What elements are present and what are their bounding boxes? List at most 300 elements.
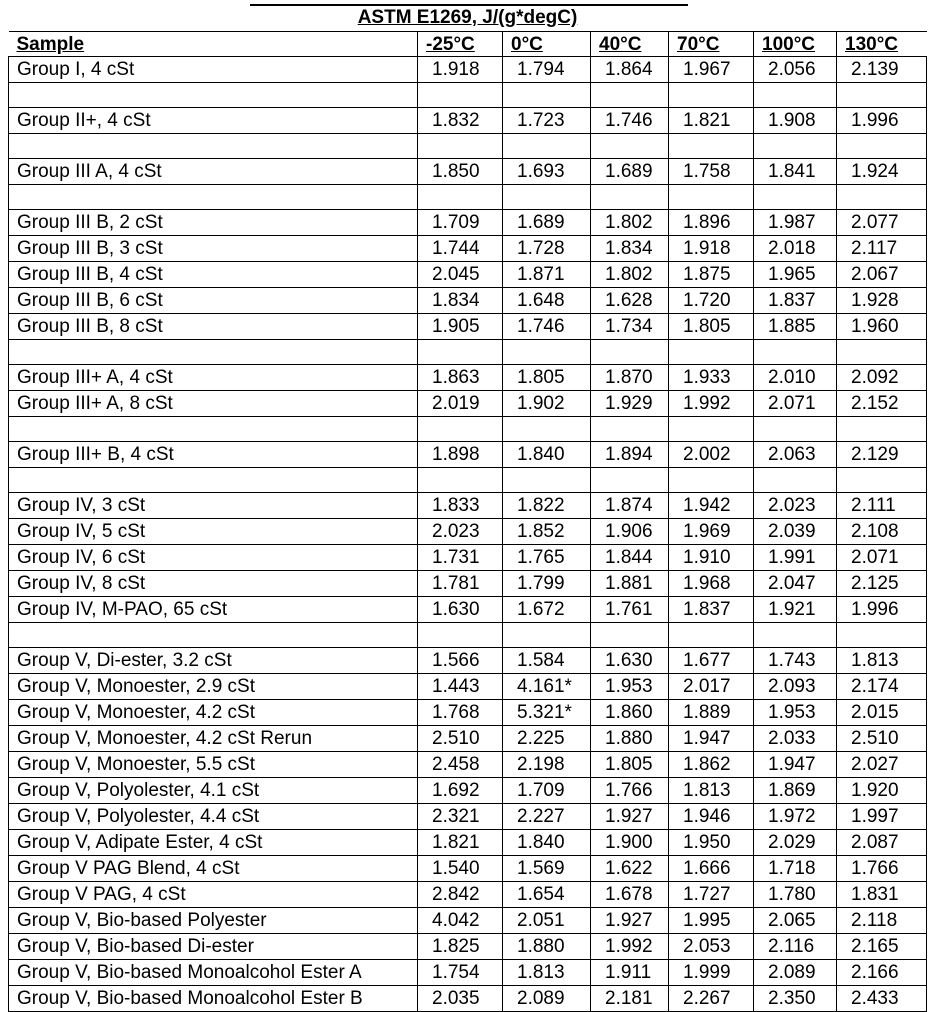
value-cell: 1.921 bbox=[754, 597, 837, 623]
value-cell: 2.077 bbox=[837, 210, 927, 236]
empty-cell bbox=[591, 83, 669, 108]
empty-cell bbox=[591, 185, 669, 210]
value-cell: 2.027 bbox=[837, 752, 927, 778]
value-cell: 1.718 bbox=[754, 856, 837, 882]
value-cell: 1.569 bbox=[503, 856, 591, 882]
empty-cell bbox=[591, 623, 669, 648]
value-cell: 2.023 bbox=[754, 493, 837, 519]
value-cell: 1.821 bbox=[669, 108, 754, 134]
value-cell: 1.723 bbox=[503, 108, 591, 134]
value-cell: 2.089 bbox=[503, 986, 591, 1012]
table-row bbox=[9, 856, 927, 882]
value-cell: 2.047 bbox=[754, 571, 837, 597]
spacer-row bbox=[9, 340, 927, 365]
value-cell: 2.065 bbox=[754, 908, 837, 934]
empty-cell bbox=[669, 340, 754, 365]
table-row bbox=[9, 108, 927, 134]
value-cell: 1.761 bbox=[591, 597, 669, 623]
value-cell: 1.802 bbox=[591, 262, 669, 288]
sample-cell: Group III A, 4 cSt bbox=[9, 159, 418, 185]
empty-cell bbox=[669, 417, 754, 442]
empty-cell bbox=[591, 468, 669, 493]
value-cell: 2.510 bbox=[418, 726, 503, 752]
empty-cell bbox=[503, 468, 591, 493]
sample-cell: Group V, Monoester, 4.2 cSt bbox=[9, 700, 418, 726]
value-cell: 1.805 bbox=[503, 365, 591, 391]
value-cell: 1.728 bbox=[503, 236, 591, 262]
specific-heat-table bbox=[8, 4, 927, 1012]
empty-cell bbox=[837, 417, 927, 442]
table-row bbox=[9, 442, 927, 468]
value-cell: 2.039 bbox=[754, 519, 837, 545]
value-cell: 1.929 bbox=[591, 391, 669, 417]
value-cell: 1.860 bbox=[591, 700, 669, 726]
value-cell: 5.321* bbox=[503, 700, 591, 726]
value-cell: 1.991 bbox=[754, 545, 837, 571]
value-cell: 2.433 bbox=[837, 986, 927, 1012]
value-cell: 2.116 bbox=[754, 934, 837, 960]
value-cell: 1.947 bbox=[669, 726, 754, 752]
value-cell: 2.181 bbox=[591, 986, 669, 1012]
value-cell: 2.267 bbox=[669, 986, 754, 1012]
table-row bbox=[9, 262, 927, 288]
value-cell: 1.965 bbox=[754, 262, 837, 288]
value-cell: 1.987 bbox=[754, 210, 837, 236]
value-cell: 1.969 bbox=[669, 519, 754, 545]
column-header-40c: 40°C bbox=[591, 32, 669, 57]
value-cell: 1.918 bbox=[669, 236, 754, 262]
value-cell: 1.781 bbox=[418, 571, 503, 597]
value-cell: 1.654 bbox=[503, 882, 591, 908]
value-cell: 1.920 bbox=[837, 778, 927, 804]
value-cell: 1.885 bbox=[754, 314, 837, 340]
value-cell: 2.063 bbox=[754, 442, 837, 468]
empty-cell bbox=[837, 623, 927, 648]
value-cell: 1.832 bbox=[418, 108, 503, 134]
empty-cell bbox=[669, 623, 754, 648]
value-cell: 2.139 bbox=[837, 57, 927, 83]
empty-cell bbox=[418, 417, 503, 442]
value-cell: 2.225 bbox=[503, 726, 591, 752]
value-cell: 4.161* bbox=[503, 674, 591, 700]
value-cell: 1.821 bbox=[418, 830, 503, 856]
spacer-row bbox=[9, 623, 927, 648]
value-cell: 1.840 bbox=[503, 830, 591, 856]
empty-cell bbox=[418, 83, 503, 108]
sample-cell: Group IV, 6 cSt bbox=[9, 545, 418, 571]
sample-cell: Group III B, 8 cSt bbox=[9, 314, 418, 340]
value-cell: 1.831 bbox=[837, 882, 927, 908]
value-cell: 1.996 bbox=[837, 597, 927, 623]
value-cell: 2.152 bbox=[837, 391, 927, 417]
empty-cell bbox=[418, 340, 503, 365]
value-cell: 2.035 bbox=[418, 986, 503, 1012]
value-cell: 1.834 bbox=[591, 236, 669, 262]
value-cell: 1.953 bbox=[591, 674, 669, 700]
header-row bbox=[9, 32, 927, 57]
value-cell: 1.744 bbox=[418, 236, 503, 262]
value-cell: 1.863 bbox=[418, 365, 503, 391]
value-cell: 1.666 bbox=[669, 856, 754, 882]
value-cell: 1.992 bbox=[669, 391, 754, 417]
empty-cell bbox=[503, 340, 591, 365]
empty-cell bbox=[754, 185, 837, 210]
value-cell: 2.321 bbox=[418, 804, 503, 830]
value-cell: 1.837 bbox=[669, 597, 754, 623]
table-row bbox=[9, 365, 927, 391]
value-cell: 1.678 bbox=[591, 882, 669, 908]
value-cell: 1.689 bbox=[591, 159, 669, 185]
value-cell: 1.946 bbox=[669, 804, 754, 830]
empty-cell bbox=[9, 185, 418, 210]
empty-cell bbox=[503, 83, 591, 108]
empty-cell bbox=[591, 340, 669, 365]
table-row bbox=[9, 545, 927, 571]
table-row bbox=[9, 674, 927, 700]
table-row bbox=[9, 752, 927, 778]
sample-cell: Group V, Monoester, 2.9 cSt bbox=[9, 674, 418, 700]
table-row bbox=[9, 210, 927, 236]
empty-cell bbox=[754, 134, 837, 159]
empty-cell bbox=[9, 83, 418, 108]
empty-cell bbox=[754, 83, 837, 108]
table-row bbox=[9, 882, 927, 908]
empty-cell bbox=[9, 340, 418, 365]
value-cell: 1.880 bbox=[591, 726, 669, 752]
value-cell: 2.842 bbox=[418, 882, 503, 908]
value-cell: 1.768 bbox=[418, 700, 503, 726]
sample-cell: Group V, Bio-based Monoalcohol Ester A bbox=[9, 960, 418, 986]
value-cell: 1.766 bbox=[837, 856, 927, 882]
empty-cell bbox=[9, 468, 418, 493]
value-cell: 1.734 bbox=[591, 314, 669, 340]
value-cell: 1.910 bbox=[669, 545, 754, 571]
table-row bbox=[9, 236, 927, 262]
value-cell: 1.953 bbox=[754, 700, 837, 726]
value-cell: 1.540 bbox=[418, 856, 503, 882]
value-cell: 1.881 bbox=[591, 571, 669, 597]
table-row bbox=[9, 288, 927, 314]
empty-cell bbox=[503, 185, 591, 210]
value-cell: 1.780 bbox=[754, 882, 837, 908]
value-cell: 2.033 bbox=[754, 726, 837, 752]
value-cell: 1.648 bbox=[503, 288, 591, 314]
empty-cell bbox=[9, 417, 418, 442]
empty-cell bbox=[418, 134, 503, 159]
value-cell: 1.997 bbox=[837, 804, 927, 830]
empty-cell bbox=[837, 134, 927, 159]
value-cell: 1.900 bbox=[591, 830, 669, 856]
value-cell: 2.092 bbox=[837, 365, 927, 391]
value-cell: 2.056 bbox=[754, 57, 837, 83]
empty-cell bbox=[503, 623, 591, 648]
value-cell: 1.672 bbox=[503, 597, 591, 623]
value-cell: 1.927 bbox=[591, 804, 669, 830]
sample-cell: Group V, Polyolester, 4.4 cSt bbox=[9, 804, 418, 830]
value-cell: 2.002 bbox=[669, 442, 754, 468]
sample-cell: Group III B, 6 cSt bbox=[9, 288, 418, 314]
sample-cell: Group III B, 3 cSt bbox=[9, 236, 418, 262]
value-cell: 1.960 bbox=[837, 314, 927, 340]
value-cell: 1.802 bbox=[591, 210, 669, 236]
sample-cell: Group II+, 4 cSt bbox=[9, 108, 418, 134]
value-cell: 1.630 bbox=[591, 648, 669, 674]
sample-cell: Group V, Bio-based Di-ester bbox=[9, 934, 418, 960]
empty-cell bbox=[9, 134, 418, 159]
empty-cell bbox=[754, 340, 837, 365]
value-cell: 1.869 bbox=[754, 778, 837, 804]
value-cell: 1.834 bbox=[418, 288, 503, 314]
value-cell: 1.875 bbox=[669, 262, 754, 288]
value-cell: 1.794 bbox=[503, 57, 591, 83]
table-row bbox=[9, 960, 927, 986]
value-cell: 1.992 bbox=[591, 934, 669, 960]
column-header-sample: Sample bbox=[9, 32, 418, 57]
value-cell: 1.889 bbox=[669, 700, 754, 726]
table-row bbox=[9, 700, 927, 726]
value-cell: 1.844 bbox=[591, 545, 669, 571]
value-cell: 2.510 bbox=[837, 726, 927, 752]
value-cell: 4.042 bbox=[418, 908, 503, 934]
value-cell: 1.924 bbox=[837, 159, 927, 185]
value-cell: 1.947 bbox=[754, 752, 837, 778]
table-row bbox=[9, 778, 927, 804]
value-cell: 1.862 bbox=[669, 752, 754, 778]
sample-cell: Group V PAG, 4 cSt bbox=[9, 882, 418, 908]
empty-cell bbox=[669, 83, 754, 108]
value-cell: 1.850 bbox=[418, 159, 503, 185]
value-cell: 1.906 bbox=[591, 519, 669, 545]
table-row bbox=[9, 391, 927, 417]
sample-cell: Group IV, 5 cSt bbox=[9, 519, 418, 545]
value-cell: 2.067 bbox=[837, 262, 927, 288]
table-row bbox=[9, 908, 927, 934]
column-header-130c: 130°C bbox=[837, 32, 927, 57]
value-cell: 1.709 bbox=[418, 210, 503, 236]
value-cell: 1.918 bbox=[418, 57, 503, 83]
value-cell: 1.942 bbox=[669, 493, 754, 519]
value-cell: 1.727 bbox=[669, 882, 754, 908]
sample-cell: Group V, Monoester, 5.5 cSt bbox=[9, 752, 418, 778]
value-cell: 1.720 bbox=[669, 288, 754, 314]
value-cell: 1.825 bbox=[418, 934, 503, 960]
value-cell: 1.709 bbox=[503, 778, 591, 804]
empty-cell bbox=[503, 417, 591, 442]
sample-cell: Group IV, 8 cSt bbox=[9, 571, 418, 597]
value-cell: 2.045 bbox=[418, 262, 503, 288]
sample-cell: Group V, Monoester, 4.2 cSt Rerun bbox=[9, 726, 418, 752]
sample-cell: Group IV, 3 cSt bbox=[9, 493, 418, 519]
table-row bbox=[9, 804, 927, 830]
empty-cell bbox=[591, 417, 669, 442]
value-cell: 2.166 bbox=[837, 960, 927, 986]
table-row bbox=[9, 597, 927, 623]
value-cell: 1.911 bbox=[591, 960, 669, 986]
value-cell: 1.805 bbox=[591, 752, 669, 778]
value-cell: 2.174 bbox=[837, 674, 927, 700]
value-cell: 1.805 bbox=[669, 314, 754, 340]
value-cell: 1.840 bbox=[503, 442, 591, 468]
spacer-row bbox=[9, 83, 927, 108]
table-row bbox=[9, 571, 927, 597]
value-cell: 2.010 bbox=[754, 365, 837, 391]
value-cell: 1.813 bbox=[669, 778, 754, 804]
value-cell: 1.902 bbox=[503, 391, 591, 417]
value-cell: 1.996 bbox=[837, 108, 927, 134]
value-cell: 1.894 bbox=[591, 442, 669, 468]
value-cell: 1.995 bbox=[669, 908, 754, 934]
value-cell: 1.443 bbox=[418, 674, 503, 700]
empty-cell bbox=[837, 340, 927, 365]
value-cell: 1.908 bbox=[754, 108, 837, 134]
value-cell: 2.019 bbox=[418, 391, 503, 417]
value-cell: 1.743 bbox=[754, 648, 837, 674]
value-cell: 1.693 bbox=[503, 159, 591, 185]
value-cell: 1.896 bbox=[669, 210, 754, 236]
value-cell: 1.999 bbox=[669, 960, 754, 986]
value-cell: 1.628 bbox=[591, 288, 669, 314]
value-cell: 1.746 bbox=[503, 314, 591, 340]
value-cell: 1.837 bbox=[754, 288, 837, 314]
table-row bbox=[9, 57, 927, 83]
value-cell: 1.766 bbox=[591, 778, 669, 804]
value-cell: 1.799 bbox=[503, 571, 591, 597]
value-cell: 2.023 bbox=[418, 519, 503, 545]
sample-cell: Group V, Adipate Ester, 4 cSt bbox=[9, 830, 418, 856]
empty-cell bbox=[754, 417, 837, 442]
sample-cell: Group III+ A, 8 cSt bbox=[9, 391, 418, 417]
sample-cell: Group I, 4 cSt bbox=[9, 57, 418, 83]
value-cell: 2.350 bbox=[754, 986, 837, 1012]
value-cell: 2.087 bbox=[837, 830, 927, 856]
sample-cell: Group V PAG Blend, 4 cSt bbox=[9, 856, 418, 882]
empty-cell bbox=[837, 83, 927, 108]
value-cell: 2.015 bbox=[837, 700, 927, 726]
value-cell: 1.841 bbox=[754, 159, 837, 185]
value-cell: 1.905 bbox=[418, 314, 503, 340]
value-cell: 1.933 bbox=[669, 365, 754, 391]
value-cell: 2.093 bbox=[754, 674, 837, 700]
value-cell: 1.630 bbox=[418, 597, 503, 623]
value-cell: 1.813 bbox=[837, 648, 927, 674]
value-cell: 1.584 bbox=[503, 648, 591, 674]
empty-cell bbox=[754, 468, 837, 493]
value-cell: 2.458 bbox=[418, 752, 503, 778]
sample-cell: Group V, Bio-based Monoalcohol Ester B bbox=[9, 986, 418, 1012]
value-cell: 1.972 bbox=[754, 804, 837, 830]
value-cell: 1.871 bbox=[503, 262, 591, 288]
value-cell: 2.227 bbox=[503, 804, 591, 830]
value-cell: 1.758 bbox=[669, 159, 754, 185]
sample-cell: Group III+ B, 4 cSt bbox=[9, 442, 418, 468]
empty-cell bbox=[754, 623, 837, 648]
column-header-70c: 70°C bbox=[669, 32, 754, 57]
table-row bbox=[9, 726, 927, 752]
sample-cell: Group III B, 4 cSt bbox=[9, 262, 418, 288]
table-row bbox=[9, 314, 927, 340]
empty-cell bbox=[418, 185, 503, 210]
table-body bbox=[9, 57, 927, 1012]
empty-cell bbox=[591, 134, 669, 159]
value-cell: 1.950 bbox=[669, 830, 754, 856]
sample-cell: Group V, Bio-based Polyester bbox=[9, 908, 418, 934]
value-cell: 1.898 bbox=[418, 442, 503, 468]
table-row bbox=[9, 986, 927, 1012]
value-cell: 2.071 bbox=[754, 391, 837, 417]
empty-cell bbox=[669, 134, 754, 159]
value-cell: 1.968 bbox=[669, 571, 754, 597]
value-cell: 2.165 bbox=[837, 934, 927, 960]
value-cell: 2.071 bbox=[837, 545, 927, 571]
sample-cell: Group IV, M-PAO, 65 cSt bbox=[9, 597, 418, 623]
value-cell: 2.118 bbox=[837, 908, 927, 934]
table-row bbox=[9, 519, 927, 545]
table-row bbox=[9, 934, 927, 960]
value-cell: 1.765 bbox=[503, 545, 591, 571]
value-cell: 1.880 bbox=[503, 934, 591, 960]
value-cell: 1.689 bbox=[503, 210, 591, 236]
column-header-100c: 100°C bbox=[754, 32, 837, 57]
empty-cell bbox=[503, 134, 591, 159]
table-row bbox=[9, 830, 927, 856]
value-cell: 2.108 bbox=[837, 519, 927, 545]
spacer-row bbox=[9, 417, 927, 442]
value-cell: 2.125 bbox=[837, 571, 927, 597]
sample-cell: Group III+ A, 4 cSt bbox=[9, 365, 418, 391]
value-cell: 1.852 bbox=[503, 519, 591, 545]
value-cell: 1.870 bbox=[591, 365, 669, 391]
value-cell: 1.754 bbox=[418, 960, 503, 986]
value-cell: 1.927 bbox=[591, 908, 669, 934]
sample-cell: Group III B, 2 cSt bbox=[9, 210, 418, 236]
empty-cell bbox=[669, 185, 754, 210]
value-cell: 2.089 bbox=[754, 960, 837, 986]
value-cell: 1.874 bbox=[591, 493, 669, 519]
value-cell: 1.833 bbox=[418, 493, 503, 519]
value-cell: 2.053 bbox=[669, 934, 754, 960]
table-row bbox=[9, 648, 927, 674]
value-cell: 1.622 bbox=[591, 856, 669, 882]
table-row bbox=[9, 159, 927, 185]
value-cell: 2.129 bbox=[837, 442, 927, 468]
column-header-0c: 0°C bbox=[503, 32, 591, 57]
value-cell: 2.117 bbox=[837, 236, 927, 262]
value-cell: 1.677 bbox=[669, 648, 754, 674]
value-cell: 1.746 bbox=[591, 108, 669, 134]
value-cell: 1.566 bbox=[418, 648, 503, 674]
empty-cell bbox=[837, 468, 927, 493]
table-row bbox=[9, 493, 927, 519]
value-cell: 2.017 bbox=[669, 674, 754, 700]
sample-cell: Group V, Polyolester, 4.1 cSt bbox=[9, 778, 418, 804]
spacer-row bbox=[9, 185, 927, 210]
value-cell: 2.029 bbox=[754, 830, 837, 856]
spacer-row bbox=[9, 134, 927, 159]
value-cell: 1.864 bbox=[591, 57, 669, 83]
value-cell: 1.928 bbox=[837, 288, 927, 314]
empty-cell bbox=[837, 185, 927, 210]
column-header-minus25c: -25°C bbox=[418, 32, 503, 57]
value-cell: 2.198 bbox=[503, 752, 591, 778]
spacer-row bbox=[9, 468, 927, 493]
value-cell: 1.813 bbox=[503, 960, 591, 986]
table-title: ASTM E1269, J/(g*degC) bbox=[9, 4, 927, 32]
value-cell: 1.731 bbox=[418, 545, 503, 571]
value-cell: 2.018 bbox=[754, 236, 837, 262]
empty-cell bbox=[418, 468, 503, 493]
value-cell: 1.692 bbox=[418, 778, 503, 804]
value-cell: 1.967 bbox=[669, 57, 754, 83]
